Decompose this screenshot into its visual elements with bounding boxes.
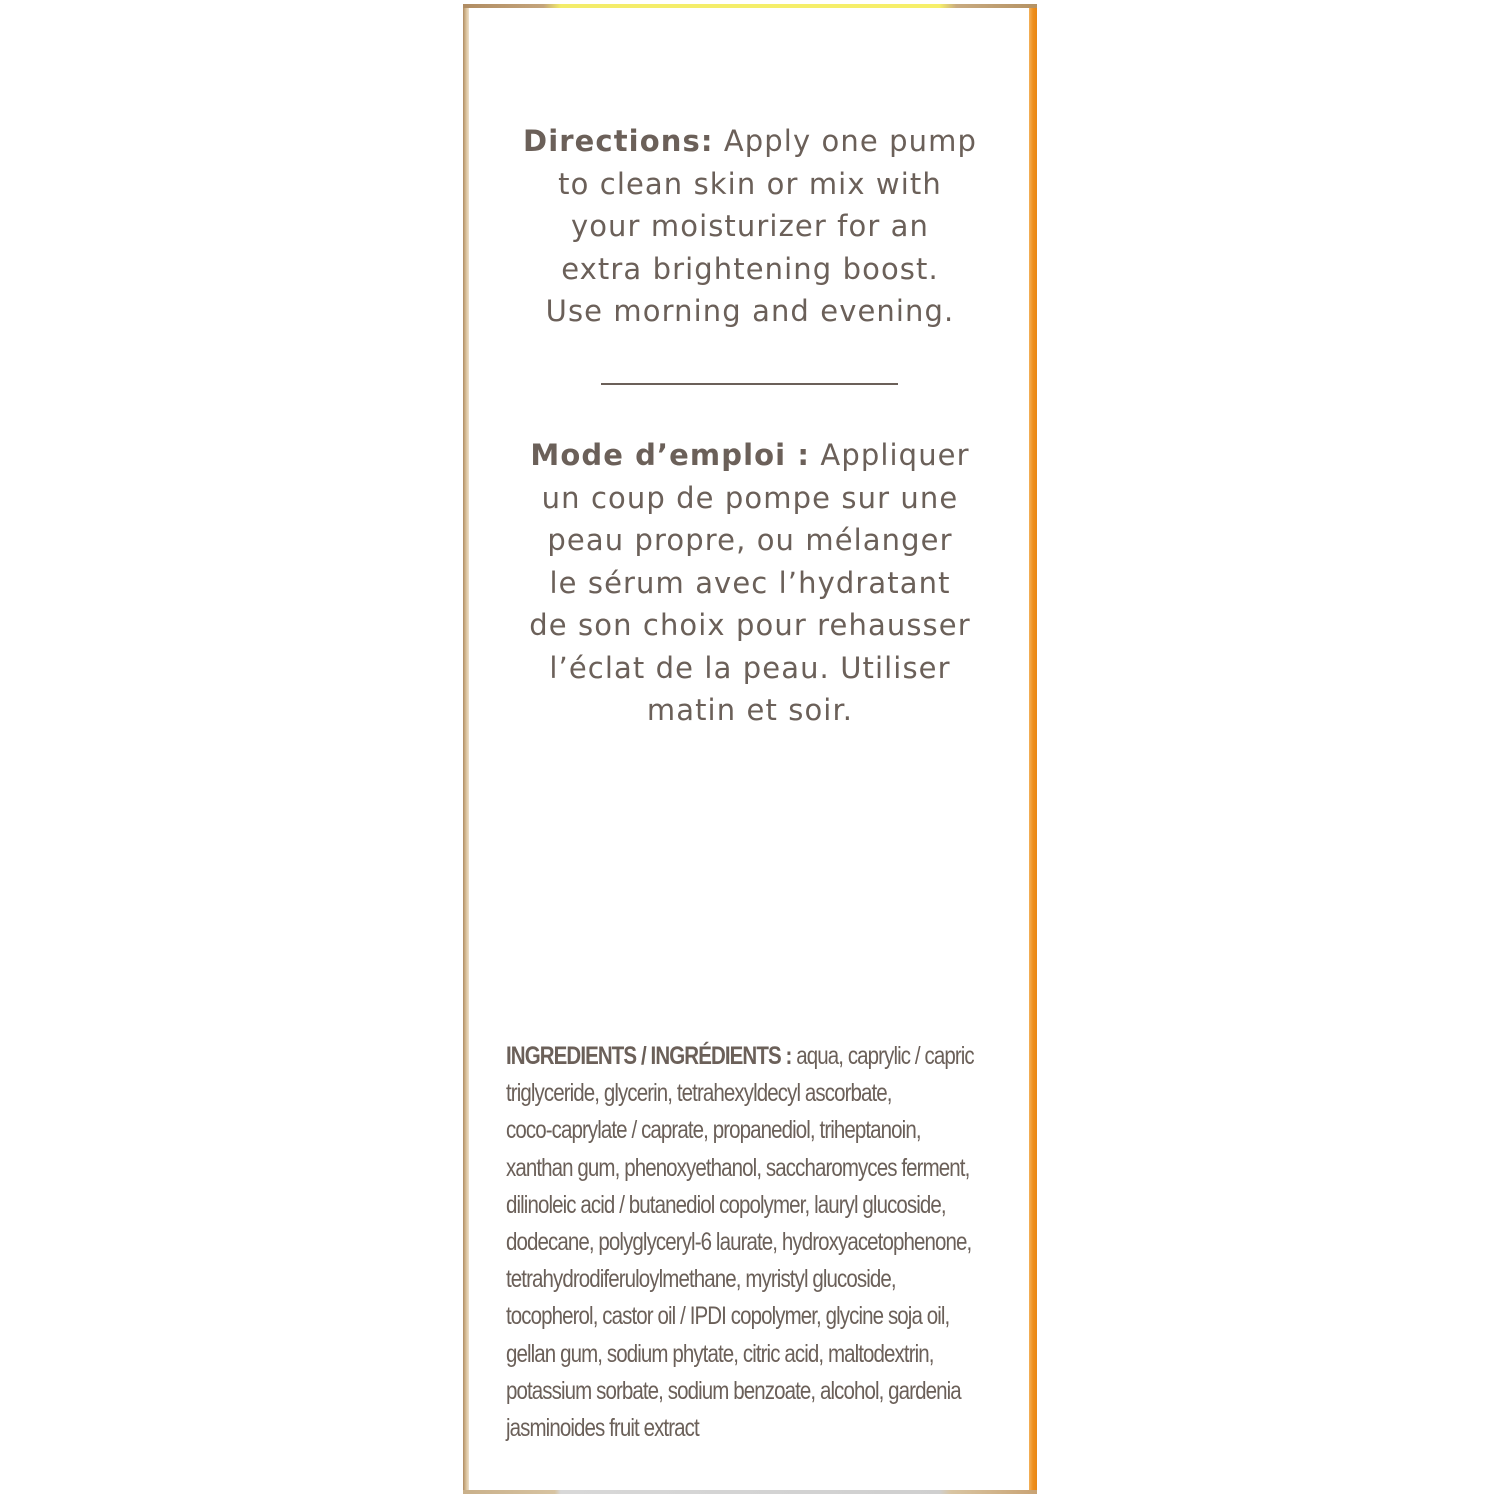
ingredients-line-2: triglyceride, glycerin, tetrahexyldecyl ascorbate,	[506, 1079, 892, 1108]
ingredients-line-7: tetrahydrodiferuloylmethane, myristyl glucoside,	[506, 1265, 896, 1294]
ingredients-line-5: dilinoleic acid / butanediol copolymer, lauryl glucoside,	[506, 1190, 946, 1219]
ingredients-line-9: gellan gum, sodium phytate, citric acid, maltodextrin,	[506, 1339, 934, 1368]
ingredients-list	[506, 1038, 1006, 1447]
directions-fr-text: Appliquer	[810, 438, 970, 472]
package-top-edge	[463, 4, 1037, 8]
ingredients-line-10: potassium sorbate, sodium benzoate, alcohol, gardenia	[506, 1376, 961, 1405]
package-left-edge	[463, 5, 469, 1494]
directions-en-line-4: extra brightening boost.	[561, 251, 939, 286]
ingredients-label: INGREDIENTS / INGRÉDIENTS :	[506, 1042, 792, 1070]
directions-fr-label: Mode d’emploi :	[530, 438, 811, 472]
directions-en-line-1	[500, 120, 1000, 163]
directions-en-text: Apply one pump	[713, 124, 977, 158]
ingredients-line-4: xanthan gum, phenoxyethanol, saccharomyces ferment,	[506, 1153, 970, 1182]
directions-en-line-3: your moisturizer for an	[570, 209, 930, 243]
directions-english	[500, 120, 1000, 333]
package-bottom-edge	[463, 1490, 1037, 1494]
package-right-edge	[1029, 5, 1037, 1494]
ingredients-line-8: tocopherol, castor oil / IPDI copolymer, glycine soja oil,	[506, 1302, 950, 1331]
ingredients-line-6: dodecane, polyglyceryl-6 laurate, hydroxyacetophenone,	[506, 1228, 972, 1257]
directions-fr-line-4: le sérum avec l’hydratant	[549, 565, 951, 600]
directions-fr-line-2: un coup de pompe sur une	[541, 480, 959, 515]
directions-en-line-5: Use morning and evening.	[545, 294, 955, 328]
directions-en-line-2: to clean skin or mix with	[558, 166, 942, 201]
directions-fr-line-7: matin et soir.	[646, 693, 854, 727]
directions-en-label: Directions:	[523, 124, 714, 158]
directions-fr-line-1	[500, 434, 1000, 477]
ingredients-line-3: coco-caprylate / caprate, propanediol, triheptanoin,	[506, 1116, 921, 1145]
ingredients-line-11: jasminoides fruit extract	[506, 1414, 699, 1443]
ingredients-text: aqua, caprylic / capric	[791, 1042, 974, 1070]
directions-french	[500, 434, 1000, 732]
section-divider	[601, 383, 898, 385]
directions-fr-line-5: de son choix pour rehausser	[529, 608, 971, 642]
directions-fr-line-6: l’éclat de la peau. Utiliser	[549, 650, 951, 685]
directions-fr-line-3: peau propre, ou mélanger	[547, 523, 953, 557]
ingredients-line-1	[506, 1038, 1006, 1075]
